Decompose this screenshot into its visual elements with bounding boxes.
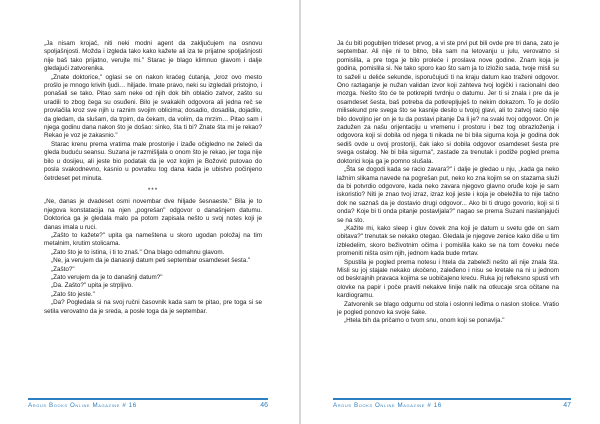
left-page-text	[44, 40, 262, 392]
paragraph: „Zato verujem da je to današnji datum?"	[51, 273, 163, 281]
paragraph: „Zato što je to istina, i ti to znaš." Ona blago odmahnu glavom.	[51, 248, 225, 256]
page-number: 47	[563, 402, 571, 409]
footer-rule	[28, 398, 268, 400]
paragraph: „Zašto to kažete?" upita ga nameštena u skoro ugodan položaj na tim metalnim, krutim stolicama.	[44, 231, 262, 248]
left-page	[0, 0, 299, 424]
paragraph: „Htela bih da pričamo o tvom snu, onom koji se ponavlja."	[344, 317, 505, 325]
footer-magazine-title: Argus Books Online Magazine # 16	[333, 402, 442, 409]
paragraph: „Kažite mi, kako sleep i gluv čovek zna koji je datum u svetu gde on sam obitava?" trenutak se nekako otegao. Gledala je njegove zenice kako diše u tim izbledelim, skoro beživotnim očima i pomislila kako se na tom čoveku neće promeniti ništa osim njih, jednom kada bude mrtav.	[337, 224, 559, 258]
right-footer	[333, 398, 571, 409]
paragraph: „Šta se dogodi kada se racio zavara?" i dalje je gledao u nju, „kada ga neko lažnim slikama navede na pogrešan put, neko ko zna kojim se on stazama služi da bi potvrdio odgovore, kada neko zavara njegovo glavno oruđe koje je sam iskoristio? Niti je znao tvoj izraz, izraz koji jeste i koja je obeležila to nije tačno dok ne saznaš da je dostavio drugi odgovor... Ako bi ti drugo govorio, koji si ti onda? Koje bi ti onda pitanje postavljala?" nagao se prema Suzani naslanjajući se na sto.	[337, 166, 559, 224]
right-page	[301, 0, 600, 424]
paragraph: „Zašto?"	[51, 265, 75, 273]
paragraph: „Ne, danas je dvadeset osmi novembar dve hiljade šesnaeste." Bila je to njegova konstatacija na njen „pogrešan" odgovor o današnjem datumu. Doktorica ga je gledala malo pa potom zapisala nešto u svoj notes koji je danas imala u ruci.	[44, 198, 262, 231]
paragraph: Zatvorenik se blago odgurnu od stola i oslonni leđima o naslon stolice. Vratio je pogled ponovo ka svoje šake.	[337, 300, 559, 316]
right-page-text	[337, 40, 559, 392]
paragraph: „Da? Pogledala si na svoj ručni časovnik kada sam te pitao, pre toga si se setila verovatno da je sreda, a posle toga da je septembar.	[44, 299, 262, 315]
footer-magazine-title: Argus Books Online Magazine # 16	[28, 402, 137, 409]
page-number: 46	[260, 402, 268, 409]
paragraph: Starac krenu prema vratima male prostorije i izađe očigledno ne želeći da gleda buduću seansu. Suzana je razmišljala o onom što je rekao, jer toga nije bilo u dosijeu, ali jeste bio podatak da je voz kojim je Božović putovao do posla svakodnevno, kasnio u povratku tog dana kada je ubistvo počinjeno četrdeset pet minuta.	[44, 140, 262, 182]
section-separator: ***	[147, 186, 159, 194]
paragraph: „Zato što jeste."	[51, 290, 95, 298]
paragraph: „Znate doktorice," oglasi se on nakon kraćeg ćutanja, „kroz ovo mesto prošlo je mnogo krivih ljudi… hiljade. Imate pravo, neki su izgledali pristojno, i ponašali se tako. Pitao sam neke od njih dok bih oblačio zatvor, zašto su uradili to zbog čega su osuđeni. Bilo je svakakih odgovora ali jedna reč se provlačila kroz sve njih u raznim svojim oblicima; dosadio, dosadila, dojadilo, da gledam, da slušam, da trpim, da čekam, da volim, da mrzim… Pitao sam i njega godinu dana nakon što je došao: sinko, šta ti bi? Znate šta mi je rekao? Rekao je voz je zakasnio."	[44, 73, 262, 140]
paragraph: „Ja nisam krojač, niti neki modni agent da zaključujem na osnovu spoljašnjosti. Možda i izgleda tako kako kažete ali iza te prijatne spoljašnjosti nije baš tako prijatno, verujte mi." Starac je blago klimnuo glavom i dalje gledajući zatvorenika.	[44, 40, 262, 73]
left-footer	[28, 398, 268, 409]
footer-rule	[333, 398, 571, 400]
paragraph: Ja ću biti pogubljen trideset prvog, a vi ste prvi put bili ovde pre tri dana, zato je septembar. Ali nije ni to bitno, bila sam na letovanju u julu, verovatno si pomislila, a pre toga je bilo proleće i proslava nove godine. Znam koja je godina, pomislila si. Ne tako sporo kao što sam ja to izložio sada, tvoje misli su to saželi u deliće sekunde, isporučujući ti na kraju datum kao traženi odgovor. Ono razlaganje je nužan validan izvor koji zahteva tvoj logički i racionalni deo mozga. Nešto što će te potkrepiti tvrdnju o datumu. Jer ti si znala i pre da je osamdeset šesta, baš potreba da potkrepljuješ to nekim dokazom. To je došlo milisekund pre svega što se kasnije desilo u tvojoj glavi, ali to zatvoj racio nije bilo dovoljno jer on je tu da postavi pitanje Da li je? na svaki tvoj odgovor. On je zadužen za našu orijentaciju u vremenu i prostoru i bez tog obrazloženja i odgovora koji si dobila od njega ti nikada ne bi bila sigurna koja je godina dok sediš ovde u ovoj prostoriji, čak iako si dobila odgovor osamdeset šesta pre svega ostalog. Ne bi bila sigurna", zastade za trenutak i podiže pogled prema doktorici koja ga je pomno slušala.	[337, 40, 559, 165]
paragraph: „Da. Zašto?" upita je strpljivo.	[51, 282, 134, 290]
paragraph: „Ne, ja verujem da je danasnji datum peti septembar osamdeset šesta."	[51, 257, 251, 265]
paragraph: Spustila je pogled prema notesu i htela da zabeleži nešto ali nije znala šta. Misli su joj stajale nekako ukočeno, zaleđeno i nisu se kretale na ni u jednom od beskrajnih pravaca kojima se uobičajeno kreću. Ruka joj refleksno spusti vrh olovke na papir i poče praviti nekakve linije nalik na otkucaje srca očitane na kardiogramu.	[337, 258, 559, 300]
